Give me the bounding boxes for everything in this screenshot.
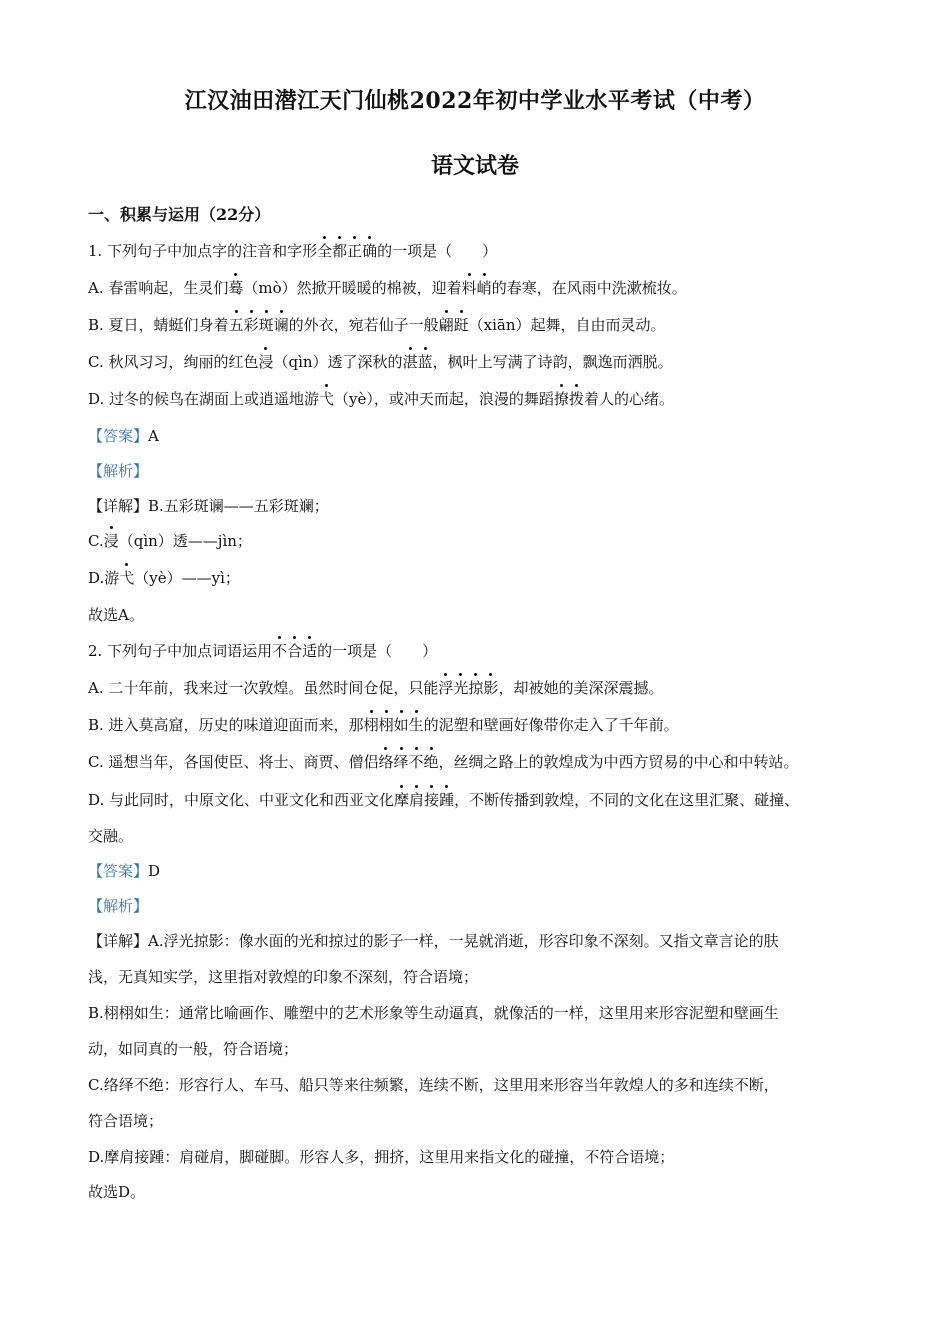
q1-detail-b: 【详解】B.五彩斑谰——五彩斑斓； [88,497,329,515]
q1-option-b: B. 夏日，蜻蜓们身着五彩斑谰的外衣，宛若仙子一般翩跹（xiān）起舞，自由而灵动。 [88,316,666,334]
q1-conclusion: 故选A。 [88,606,144,624]
q2-option-d-cont: 交融。 [88,827,134,845]
answer-tag: 【答案】 [88,862,149,880]
q2-detail-b-cont: 动，如同真的一般，符合语境； [88,1040,299,1058]
q2-option-a: A. 二十年前，我来过一次敦煌。虽然时间仓促，只能浮光掠影，却被她的美深深震撼。 [88,679,664,697]
q1-answer [88,426,159,446]
q2-detail-d: D.摩肩接踵：肩碰肩，脚碰脚。形容人多，拥挤，这里用来指文化的碰撞，不符合语境； [88,1148,675,1166]
q2-detail-a: 【详解】A.浮光掠影：像水面的光和掠过的影子一样，一晃就消逝，形容印象不深刻。又指文章言论的肤 [88,932,779,950]
q1-stem: 1. 下列句子中加点字的注音和字形全都正确的一项是（ ） [88,242,498,260]
q2-option-d: D. 与此同时，中原文化、中亚文化和西亚文化摩肩接踵，不断传播到敦煌，不同的文化在这里汇聚、碰撞、 [88,791,800,809]
q1-option-c: C. 秋风习习，绚丽的红色浸（qìn）透了深秋的湛蓝，枫叶上写满了诗韵，飘逸而洒脱。 [88,353,673,371]
q2-detail-a-cont: 浅，无真知实学，这里指对敦煌的印象不深刻，符合语境； [88,968,479,986]
q2-stem: 2. 下列句子中加点词语运用不合适的一项是（ ） [88,642,438,660]
answer-value: A [148,427,159,445]
exam-title: 江汉油田潜江天门仙桃2022年初中学业水平考试（中考） [184,88,766,114]
q2-analysis-tag: 【解析】 [88,897,149,915]
q2-conclusion: 故选D。 [88,1183,146,1201]
q1-option-d: D. 过冬的候鸟在湖面上或逍遥地游弋（yè），或冲天而起，浪漫的舞蹈撩拨着人的心绪。 [88,390,674,408]
q1-option-a: A. 春雷响起，生灵们蓦（mò）然掀开暖暖的棉被，迎着料峭的春寒，在风雨中洗漱梳妆。 [88,279,687,297]
q2-answer [88,861,160,881]
q2-option-b: B. 进入莫高窟，历史的味道迎面而来，那栩栩如生的泥塑和壁画好像带你走入了千年前。 [88,716,679,734]
section-heading: 一、积累与运用（22分） [88,205,271,224]
q1-detail-c: C.浸（qìn）透——jìn； [88,532,252,550]
q2-detail-c-cont: 符合语境； [88,1112,164,1130]
q1-detail-d: D.游弋（yè）——yì； [88,569,240,587]
q2-detail-c: C.络绎不绝：形容行人、车马、船只等来往频繁，连续不断，这里用来形容当年敦煌人的多和连续不断， [88,1076,779,1094]
answer-tag: 【答案】 [88,427,149,445]
q2-option-c: C. 遥想当年，各国使臣、将士、商贾、僧侣络绎不绝，丝绸之路上的敦煌成为中西方贸易的中心和中转站。 [88,753,799,771]
answer-value: D [148,862,161,880]
q2-detail-b: B.栩栩如生：通常比喻画作、雕塑中的艺术形象等生动逼真，就像活的一样，这里用来形容泥塑和壁画生 [88,1004,779,1022]
q1-analysis-tag: 【解析】 [88,462,149,480]
exam-subtitle: 语文试卷 [430,153,519,179]
